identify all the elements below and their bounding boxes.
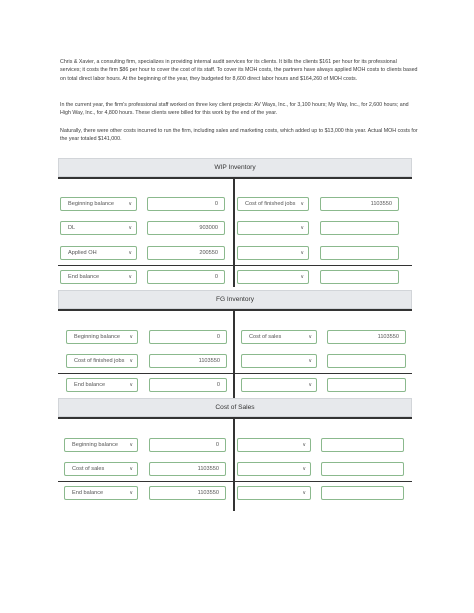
- chevron-down-icon: ∨: [302, 466, 306, 472]
- table-row: [58, 330, 412, 349]
- fg-row2-right-account-select[interactable]: [241, 354, 317, 368]
- wip-row2-left-amount-input[interactable]: 903000: [147, 221, 225, 235]
- chevron-down-icon: ∨: [129, 466, 133, 472]
- wip-row3-right-account-select[interactable]: [237, 246, 309, 260]
- wip-row4-right-account-select[interactable]: [237, 270, 309, 284]
- select-value: Beginning balance: [72, 442, 119, 448]
- chevron-down-icon: ∨: [128, 201, 132, 207]
- fg-row1-right-amount-input[interactable]: 1103550: [327, 330, 406, 344]
- cos-end-balance-amount-input[interactable]: 1103550: [149, 486, 226, 500]
- fg-row1-right-account-select[interactable]: [241, 330, 317, 344]
- fg-row1-left-amount-input[interactable]: 0: [149, 330, 227, 344]
- fg-end-balance-select[interactable]: [66, 378, 138, 392]
- cos-row2-right-account-select[interactable]: [237, 462, 311, 476]
- wip-row1-left-amount-input[interactable]: 0: [147, 197, 225, 211]
- cos-row2-left-account-select[interactable]: [64, 462, 138, 476]
- fg-row3-right-amount-input[interactable]: [327, 378, 406, 392]
- table-row: [58, 246, 412, 265]
- problem-paragraph-1: Chris & Xavier, a consulting firm, specializes in providing internal audit services for its clients. It bills the clients $161 per hour for its professional services; it costs the firm $86 per hour to cover the cost of its staff. To cover its MOH costs, the partners have always applied MOH costs to clients based on total direct labor hours. At the beginning of the year, they budgeted for 8,600 direct labor hours and $164,260 of MOH costs.: [60, 59, 418, 82]
- cos-end-balance-select[interactable]: [64, 486, 138, 500]
- fg-inventory-account: [58, 290, 412, 403]
- wip-row3-right-amount-input[interactable]: [320, 246, 399, 260]
- chevron-down-icon: ∨: [129, 358, 133, 364]
- table-row: [58, 462, 412, 481]
- wip-row2-right-account-select[interactable]: [237, 221, 309, 235]
- wip-row1-right-account-select[interactable]: [237, 197, 309, 211]
- cos-row1-left-amount-input[interactable]: 0: [149, 438, 226, 452]
- cos-row1-right-account-select[interactable]: [237, 438, 311, 452]
- select-value: DL: [68, 225, 76, 231]
- wip-row2-left-account-select[interactable]: [60, 221, 137, 235]
- chevron-down-icon: ∨: [300, 201, 304, 207]
- select-value: Cost of finished jobs: [74, 358, 125, 364]
- fg-row3-right-account-select[interactable]: [241, 378, 317, 392]
- wip-inventory-title: WIP Inventory: [58, 158, 412, 177]
- chevron-down-icon: ∨: [129, 442, 133, 448]
- chevron-down-icon: ∨: [129, 334, 133, 340]
- select-value: Beginning balance: [68, 201, 115, 207]
- wip-row3-left-amount-input[interactable]: 200550: [147, 246, 225, 260]
- problem-paragraph-3: Naturally, there were other costs incurred to run the firm, including sales and marketing costs, which added up to $13,000 this year. Actual MOH costs for the year totaled $141,000.: [60, 128, 418, 143]
- fg-row1-left-account-select[interactable]: [66, 330, 138, 344]
- chevron-down-icon: ∨: [300, 250, 304, 256]
- select-value: Cost of finished jobs: [245, 201, 296, 207]
- chevron-down-icon: ∨: [129, 382, 133, 388]
- wip-row2-right-amount-input[interactable]: [320, 221, 399, 235]
- table-row: [58, 438, 412, 457]
- t-account-top-line: [58, 177, 412, 179]
- t-account-top-line: [58, 417, 412, 419]
- cos-row1-right-amount-input[interactable]: [321, 438, 404, 452]
- chevron-down-icon: ∨: [302, 442, 306, 448]
- table-row: [58, 197, 412, 216]
- cos-row2-left-amount-input[interactable]: 1103550: [149, 462, 226, 476]
- fg-row2-left-amount-input[interactable]: 1103550: [149, 354, 227, 368]
- chevron-down-icon: ∨: [300, 274, 304, 280]
- chevron-down-icon: ∨: [129, 490, 133, 496]
- wip-row1-left-account-select[interactable]: [60, 197, 137, 211]
- wip-row4-right-amount-input[interactable]: [320, 270, 399, 284]
- chevron-down-icon: ∨: [128, 274, 132, 280]
- table-row: [58, 270, 412, 289]
- fg-row2-right-amount-input[interactable]: [327, 354, 406, 368]
- table-row: [58, 378, 412, 397]
- select-value: Beginning balance: [74, 334, 121, 340]
- balance-line: [58, 265, 412, 266]
- chevron-down-icon: ∨: [308, 382, 312, 388]
- cost-of-sales-title: Cost of Sales: [58, 398, 412, 417]
- balance-line: [58, 373, 412, 374]
- chevron-down-icon: ∨: [128, 250, 132, 256]
- select-value: End balance: [68, 274, 100, 280]
- wip-row3-left-account-select[interactable]: [60, 246, 137, 260]
- wip-end-balance-select[interactable]: [60, 270, 137, 284]
- wip-row1-right-amount-input[interactable]: 1103550: [320, 197, 399, 211]
- table-row: [58, 221, 412, 240]
- fg-end-balance-amount-input[interactable]: 0: [149, 378, 227, 392]
- t-account-top-line: [58, 309, 412, 311]
- select-value: End balance: [74, 382, 106, 388]
- table-row: [58, 354, 412, 373]
- chevron-down-icon: ∨: [302, 490, 306, 496]
- select-value: Cost of sales: [72, 466, 105, 472]
- select-value: Applied OH: [68, 250, 97, 256]
- chevron-down-icon: ∨: [308, 358, 312, 364]
- wip-inventory-account: [58, 158, 412, 287]
- fg-inventory-title: FG Inventory: [58, 290, 412, 309]
- fg-row2-left-account-select[interactable]: [66, 354, 138, 368]
- problem-paragraph-2: In the current year, the firm's professional staff worked on three key client projects: AV Ways, Inc., for 3,100 hours; My Way, Inc., for 2,600 hours; and High Way, Inc., for 4,800 hours. These clients were billed for this work by the end of the year.: [60, 102, 409, 117]
- select-value: Cost of sales: [249, 334, 282, 340]
- cos-row3-right-amount-input[interactable]: [321, 486, 404, 500]
- chevron-down-icon: ∨: [300, 225, 304, 231]
- table-row: [58, 486, 412, 505]
- cos-row2-right-amount-input[interactable]: [321, 462, 404, 476]
- cost-of-sales-account: [58, 398, 412, 511]
- select-value: End balance: [72, 490, 104, 496]
- wip-end-balance-amount-input[interactable]: 0: [147, 270, 225, 284]
- chevron-down-icon: ∨: [308, 334, 312, 340]
- cos-row1-left-account-select[interactable]: [64, 438, 138, 452]
- chevron-down-icon: ∨: [128, 225, 132, 231]
- cos-row3-right-account-select[interactable]: [237, 486, 311, 500]
- balance-line: [58, 481, 412, 482]
